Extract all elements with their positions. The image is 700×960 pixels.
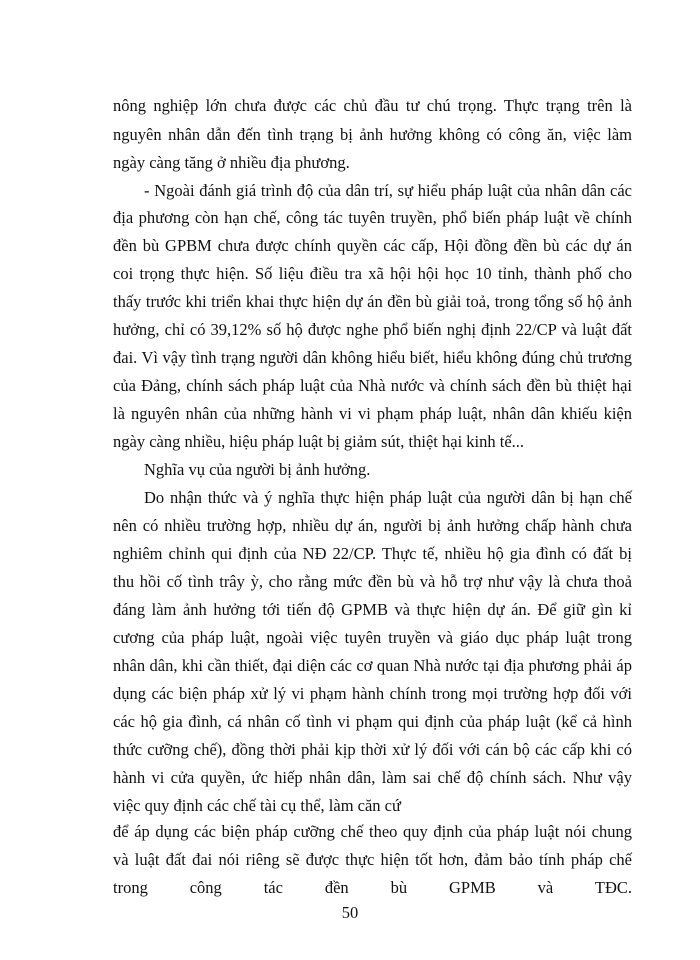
body-line-28: và luật đất đai nói riêng sẽ được thực hiện tốt hơn, đảm bảo tính pháp chế [113,850,632,869]
body-line-7: coi trọng thực hiện. Số liệu điều tra xã hội hội học 10 tỉnh, thành phố cho [113,264,632,283]
body-line-13: ngày càng nhiều, hiệu pháp luật bị giảm sút, thiệt hại kinh tế... [113,432,525,451]
body-line-15: Do nhận thức và ý nghĩa thực hiện pháp luật của người dân bị hạn chế [144,488,632,507]
body-line-21: nhân dân, khi cần thiết, đại diện các cơ quan Nhà nước tại địa phương phải áp [113,656,632,675]
body-line-23: các hộ gia đình, cá nhân cố tình vi phạm qui định của pháp luật (kể cả hình [113,712,632,731]
body-line-11: của Đảng, chính sách pháp luật của Nhà nước và chính sách đền bù thiệt hại [113,376,632,395]
body-line-8: thấy trước khi triển khai thực hiện dự án đền bù giải toả, trong tổng số hộ ảnh [113,292,632,311]
body-line-26: việc quy định các chế tài cụ thể, làm căn cứ [113,796,401,815]
body-line-1: nông nghiệp lớn chưa được các chủ đầu tư chú trọng. Thực trạng trên là [113,96,632,115]
body-line-22: dụng các biện pháp xử lý vi phạm hành chính trong mọi trường hợp đối với [113,684,632,703]
body-line-29: trong công tác đền bù GPMB và TĐC. [113,878,632,897]
body-line-10: đai. Vì vậy tình trạng người dân không hiểu biết, hiểu không đúng chủ trương [113,348,632,367]
body-line-5: địa phương còn hạn chế, công tác tuyên truyền, phổ biến pháp luật về chính [113,208,632,227]
body-line-16: nên có nhiều trường hợp, nhiều dự án, người bị ảnh hưởng chấp hành chưa [113,516,632,535]
body-line-17: nghiêm chỉnh qui định của NĐ 22/CP. Thực tế, nhiều hộ gia đình có đất bị [113,544,632,563]
page-number: 50 [341,903,359,922]
body-line-27: để áp dụng các biện pháp cưỡng chế theo quy định của pháp luật nói chung [113,822,632,841]
body-line-9: hưởng, chỉ có 39,12% số hộ được nghe phổ biến nghị định 22/CP và luật đất [113,320,632,339]
body-line-18: thu hồi cố tình trây ỳ, cho rằng mức đền bù và hỗ trợ như vậy là chưa thoả [113,572,632,591]
body-line-3: ngày càng tăng ở nhiều địa phương. [113,153,350,172]
body-line-6: đền bù GPBM chưa được chính quyền các cấp, Hội đồng đền bù các dự án [113,236,632,255]
section-heading: Nghĩa vụ của người bị ảnh hưởng. [144,460,371,479]
body-line-2: nguyên nhân dẫn đến tình trạng bị ảnh hưởng không có công ăn, việc làm [113,125,632,144]
body-line-4: - Ngoài đánh giá trình độ của dân trí, sự hiểu pháp luật của nhân dân các [144,181,632,200]
body-line-19: đáng làm ảnh hưởng tới tiến độ GPMB và thực hiện dự án. Để giữ gìn kỉ [113,600,632,619]
body-line-12: là nguyên nhân của những hành vi vi phạm pháp luật, nhân dân khiếu kiện [113,404,632,423]
body-line-25: hành vi cửa quyền, ức hiếp nhân dân, làm sai chế độ chính sách. Như vậy [113,768,632,787]
body-line-24: thức cưỡng chế), đồng thời phải kịp thời xử lý đối với cán bộ các cấp khi có [113,740,632,759]
body-line-20: cương của pháp luật, ngoài việc tuyên truyền và giáo dục pháp luật trong [113,628,632,647]
